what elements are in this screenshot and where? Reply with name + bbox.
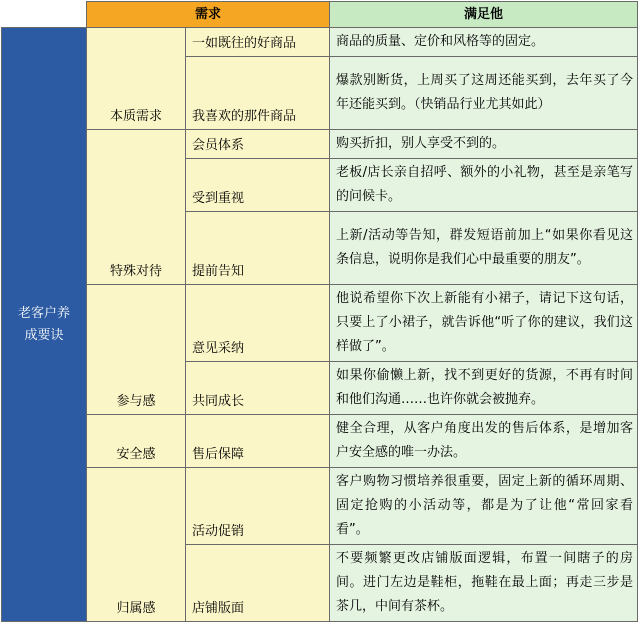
satisfy-cell: 客户购物习惯培养很重要，固定上新的循环周期、固定抢购的小活动等，都是为了让他“常回家看看”。 [330,468,638,545]
item-cell: 受到重视 [186,159,330,212]
satisfy-cell: 爆款别断货，上周买了这周还能买到，去年买了今年还能买到。（快销品行业尤其如此） [330,57,638,130]
item-cell: 一如既往的好商品 [186,28,330,57]
item-cell: 活动促销 [186,468,330,545]
item-cell: 会员体系 [186,130,330,159]
item-cell: 提前告知 [186,212,330,285]
category-cell: 参与感 [87,285,186,415]
table-row [2,285,638,362]
item-cell: 我喜欢的那件商品 [186,57,330,130]
item-cell: 共同成长 [186,362,330,415]
category-cell: 本质需求 [87,28,186,130]
header-row [2,2,638,28]
header-need: 需求 [87,2,330,28]
item-cell: 售后保障 [186,415,330,468]
satisfy-cell: 商品的质量、定价和风格等的固定。 [330,28,638,57]
satisfy-cell: 不要频繁更改店铺版面逻辑，布置一间瞎子的房间。进门左边是鞋柜，拖鞋在最上面；再走三步是茶几，中间有茶杯。 [330,545,638,622]
header-satisfy: 满足他 [330,2,638,28]
header-blank-cell [2,2,87,28]
main-label [2,28,87,622]
category-cell: 特殊对待 [87,130,186,285]
satisfy-cell: 上新/活动等告知，群发短语前加上“如果你看见这条信息，说明你是我们心中最重要的朋友”。 [330,212,638,285]
satisfy-cell: 老板/店长亲自招呼、额外的小礼物，甚至是亲笔写的问候卡。 [330,159,638,212]
table-row [2,415,638,468]
category-cell: 归属感 [87,468,186,622]
satisfy-cell: 如果你偷懒上新，找不到更好的货源，不再有时间和他们沟通……也许你就会被抛弃。 [330,362,638,415]
table-row [2,468,638,545]
satisfy-cell: 他说希望你下次上新能有小裙子，请记下这句话，只要上了小裙子，就告诉他“听了你的建议，我们这样做了”。 [330,285,638,362]
retention-table [1,1,638,622]
satisfy-cell: 健全合理，从客户角度出发的售后体系，是增加客户安全感的唯一办法。 [330,415,638,468]
satisfy-cell: 购买折扣，别人享受不到的。 [330,130,638,159]
table-row [2,28,638,57]
main-label-text: 老客户养成要诀 [17,305,70,343]
table-row [2,130,638,159]
item-cell: 意见采纳 [186,285,330,362]
item-cell: 店铺版面 [186,545,330,622]
category-cell: 安全感 [87,415,186,468]
